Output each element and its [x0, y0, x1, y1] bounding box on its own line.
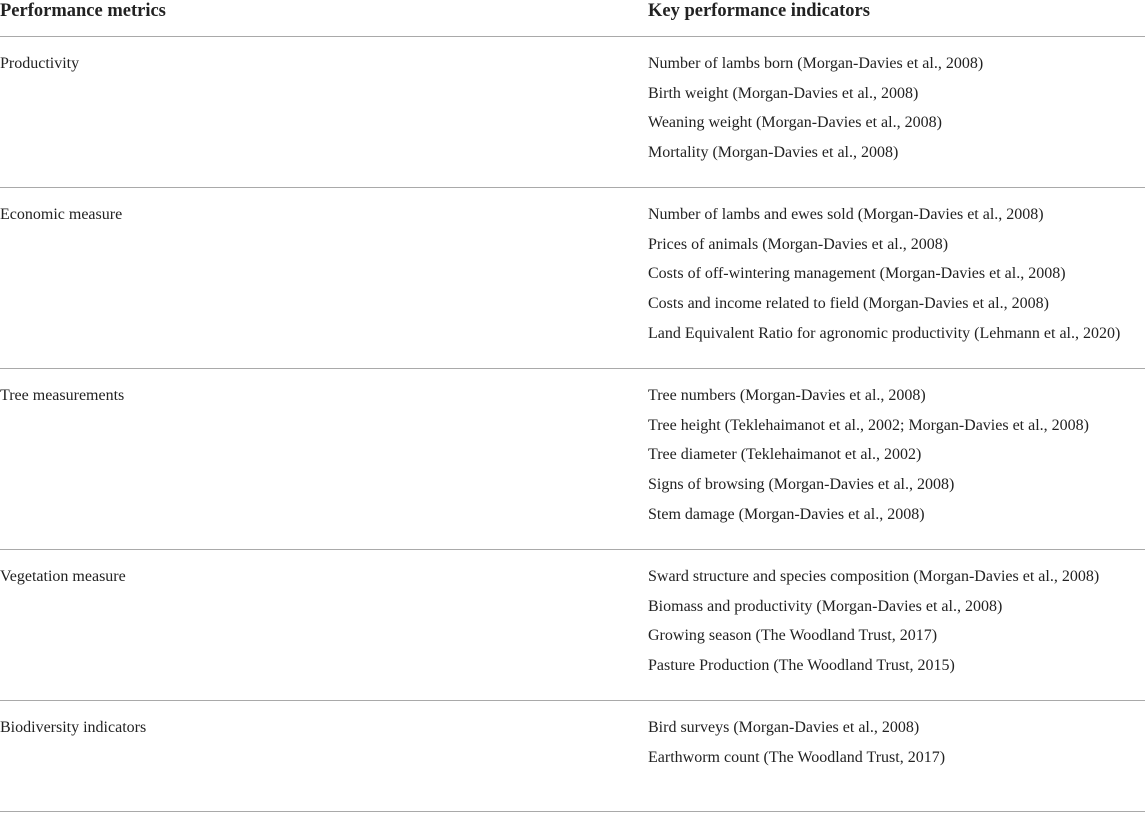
indicator-item: Growing season (The Woodland Trust, 2017): [648, 627, 938, 645]
indicator-item: Birth weight (Morgan-Davies et al., 2008): [648, 84, 919, 102]
metric-cell: Productivity: [0, 55, 80, 72]
indicator-item: Bird surveys (Morgan-Davies et al., 2008): [648, 719, 920, 736]
indicator-item: Tree numbers (Morgan-Davies et al., 2008): [648, 387, 926, 404]
indicator-item: Mortality (Morgan-Davies et al., 2008): [648, 144, 899, 162]
indicator-item: Pasture Production (The Woodland Trust, 2015): [648, 657, 955, 675]
metric-cell: Tree measurements: [0, 387, 125, 404]
indicator-list: [648, 567, 1099, 686]
table-row-vegetation-measure: [0, 550, 1145, 701]
indicator-item: Weaning weight (Morgan-Davies et al., 2008): [648, 114, 942, 132]
indicator-item: Tree height (Teklehaimanot et al., 2002; Morgan-Davies et al., 2008): [648, 416, 1089, 434]
indicator-item: Signs of browsing (Morgan-Davies et al., 2008): [648, 476, 955, 494]
metric-cell: Economic measure: [0, 206, 123, 223]
indicator-item: Tree diameter (Teklehaimanot et al., 2002): [648, 446, 922, 464]
table-header: [0, 0, 1145, 37]
indicator-item: Number of lambs and ewes sold (Morgan-Davies et al., 2008): [648, 206, 1044, 223]
indicator-list: [648, 205, 1120, 353]
table-row-productivity: [0, 37, 1145, 188]
indicator-item: Land Equivalent Ratio for agronomic productivity (Lehmann et al., 2020): [648, 324, 1121, 342]
indicator-list: [648, 718, 945, 777]
indicator-list: [648, 386, 1089, 534]
indicator-item: Stem damage (Morgan-Davies et al., 2008): [648, 505, 925, 523]
header-performance-metrics: Performance metrics: [0, 1, 166, 21]
metric-cell: Biodiversity indicators: [0, 719, 147, 736]
table-row-economic-measure: [0, 188, 1145, 369]
indicator-item: Number of lambs born (Morgan-Davies et al., 2008): [648, 55, 984, 72]
table-row-biodiversity-indicators: [0, 701, 1145, 812]
indicator-item: Biomass and productivity (Morgan-Davies et al., 2008): [648, 597, 1003, 615]
indicator-item: Costs and income related to field (Morgan-Davies et al., 2008): [648, 295, 1049, 313]
indicator-item: Sward structure and species composition (Morgan-Davies et al., 2008): [648, 568, 1100, 585]
indicator-item: Prices of animals (Morgan-Davies et al., 2008): [648, 235, 949, 253]
table-row-tree-measurements: [0, 369, 1145, 550]
indicator-item: Costs of off-wintering management (Morgan-Davies et al., 2008): [648, 265, 1066, 283]
metric-cell: Vegetation measure: [0, 568, 126, 585]
indicator-item: Earthworm count (The Woodland Trust, 2017): [648, 748, 946, 766]
header-key-performance-indicators: Key performance indicators: [648, 1, 870, 21]
indicator-list: [648, 54, 983, 173]
